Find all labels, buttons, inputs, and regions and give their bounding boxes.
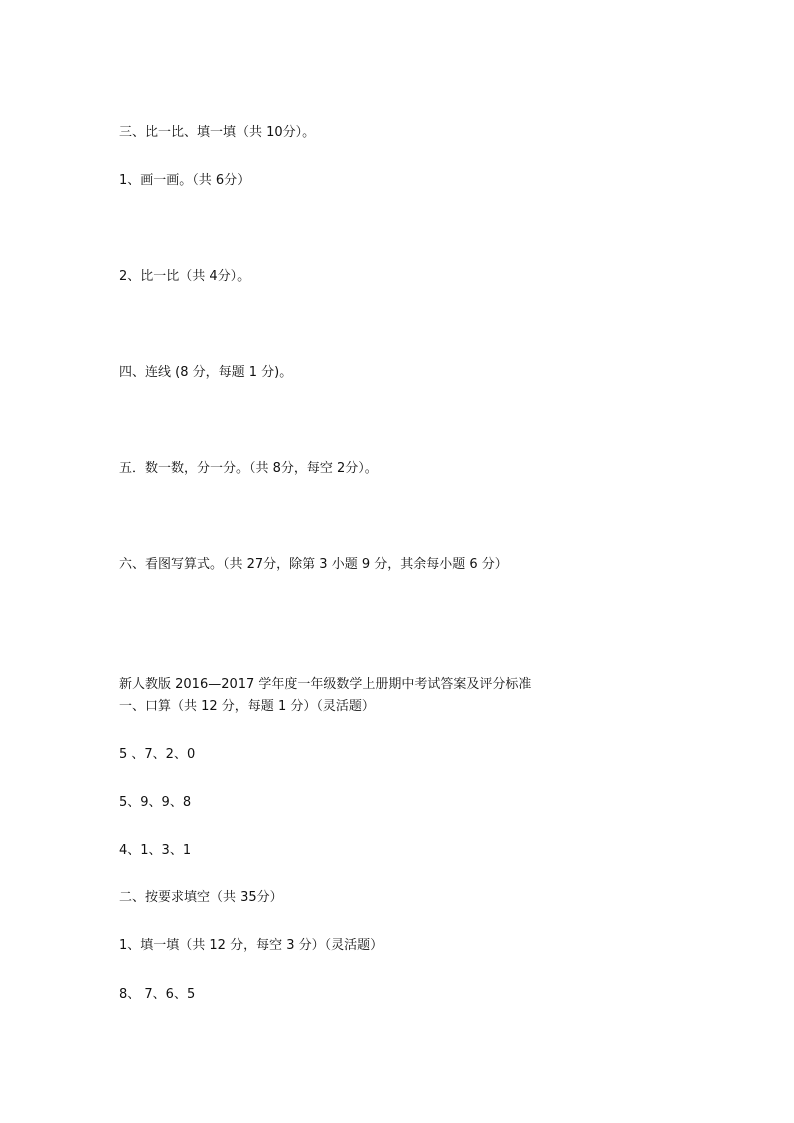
answer-fill-heading: 1、填一填（共 12 分，每空 3 分）（灵活题） — [119, 938, 384, 953]
answer-section-one-heading: 一、口算（共 12 分，每题 1 分）（灵活题） — [119, 699, 375, 714]
section-three-heading: 三、比一比、填一填（共 10分）。 — [119, 125, 316, 140]
answer-key-title: 新人教版 2016—2017 学年度一年级数学上册期中考试答案及评分标准 — [119, 677, 532, 692]
section-four-heading: 四、连线 (8 分，每题 1 分)。 — [119, 365, 293, 380]
question-1-heading: 1、画一画。（共 6分） — [119, 173, 251, 188]
question-2-heading: 2、比一比（共 4分）。 — [119, 269, 251, 284]
answer-line-4: 8、 7、6、5 — [119, 987, 196, 1002]
answer-section-two-heading: 二、按要求填空（共 35分） — [119, 890, 283, 905]
answer-line-2: 5、9、9、8 — [119, 795, 192, 810]
section-six-heading: 六、看图写算式。（共 27分，除第 3 小题 9 分，其余每小题 6 分） — [119, 557, 508, 572]
answer-line-3: 4、1、3、1 — [119, 843, 192, 858]
answer-line-1: 5 、7、2、0 — [119, 747, 196, 762]
section-five-heading: 五．数一数，分一分。（共 8分，每空 2分）。 — [119, 461, 378, 476]
